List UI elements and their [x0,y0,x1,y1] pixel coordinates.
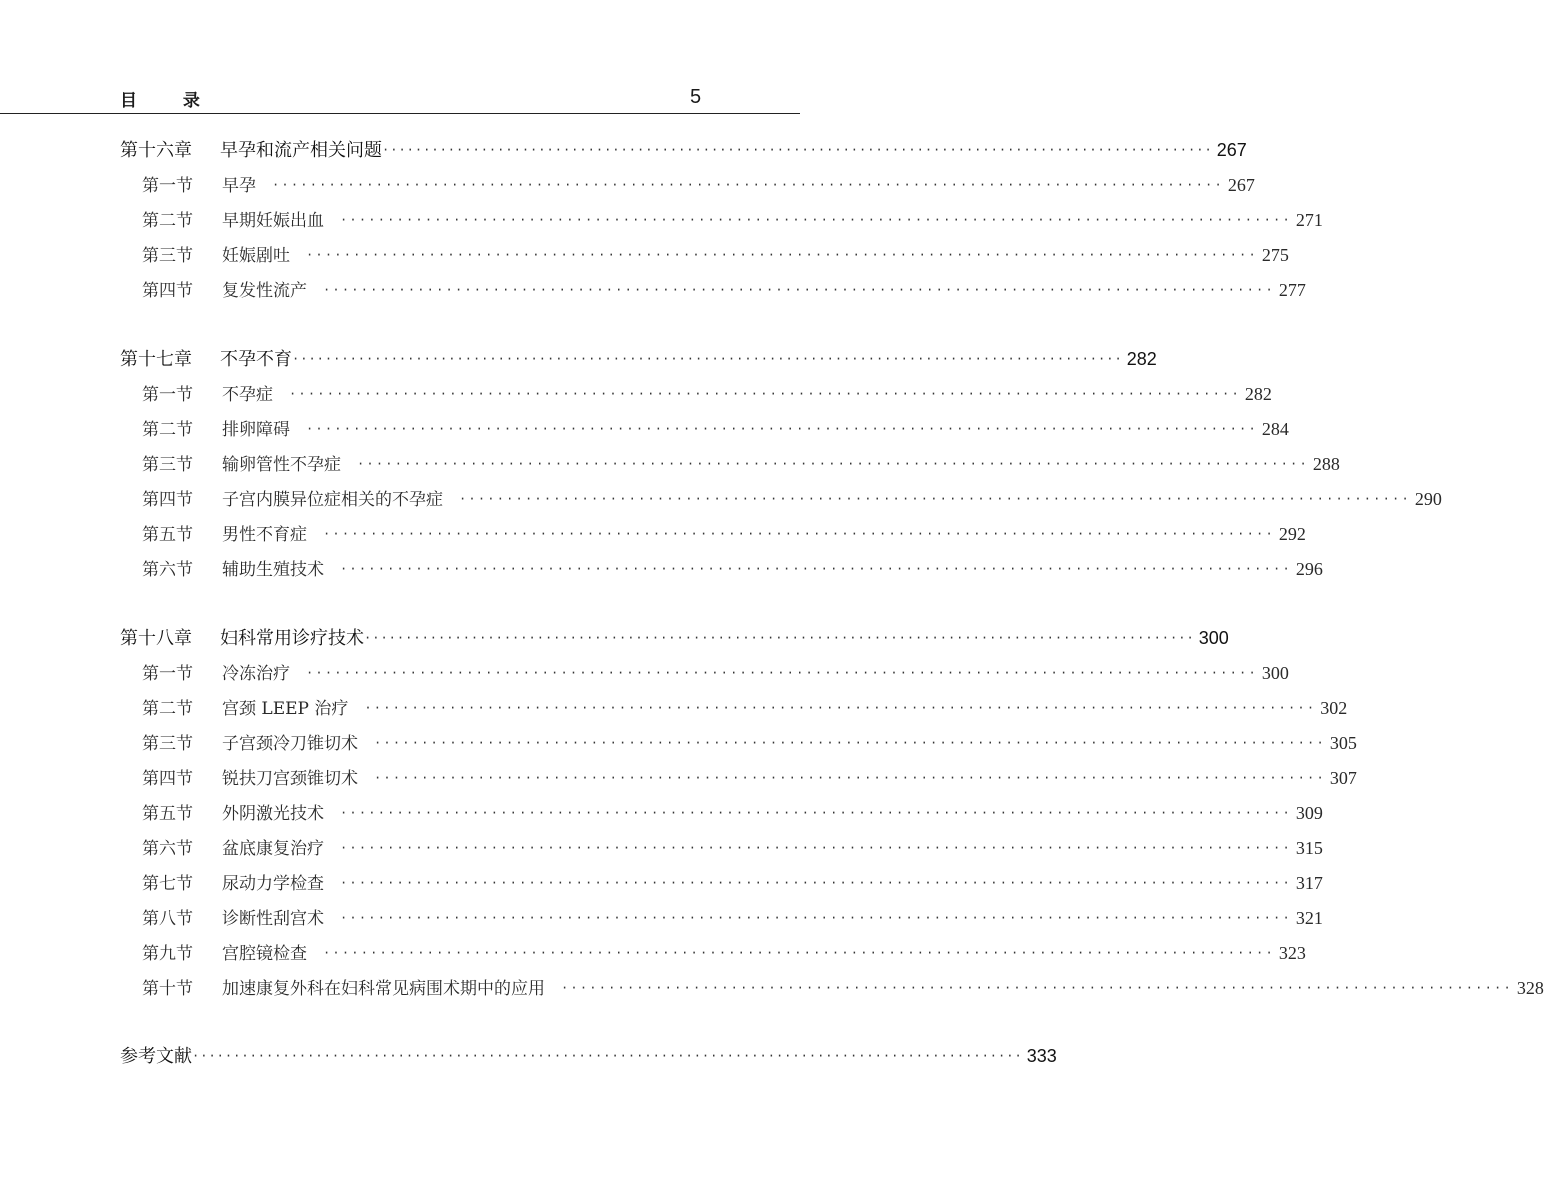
section-label: 第三节 [142,734,193,754]
section-page: 288 [1312,454,1340,474]
section-title: 妊娠剧吐 [222,246,290,266]
chapter-title: 不孕不育 [220,349,292,370]
leader-dots: ····································································································· [364,631,1195,645]
leader-dots: ····································································································· [306,248,1258,262]
toc-section[interactable] [142,729,1357,757]
header-rule [0,113,800,114]
section-label: 第五节 [142,525,193,545]
section-page: 277 [1278,280,1306,300]
section-label: 第一节 [142,664,193,684]
leader-dots: ····································································································· [306,422,1258,436]
leader-dots: ····································································································· [340,213,1292,227]
section-page: 323 [1278,943,1306,963]
leader-dots: ····································································································· [340,562,1292,576]
section-page: 284 [1261,419,1289,439]
toc-section[interactable] [142,939,1306,967]
chapter-page: 282 [1126,349,1157,369]
section-label: 第九节 [142,944,193,964]
toc-section[interactable] [142,485,1442,513]
toc-chapter-18[interactable] [120,624,1229,652]
leader-dots: ····································································································· [323,946,1275,960]
toc-references[interactable] [120,1042,1057,1070]
section-page: 282 [1244,384,1272,404]
leader-dots: ····································································································· [340,876,1292,890]
section-title: 早孕 [222,176,256,196]
chapter-title: 早孕和流产相关问题 [220,140,382,161]
leader-dots: ····································································································· [323,283,1275,297]
section-title: 盆底康复治疗 [222,839,324,859]
toc-section[interactable] [142,974,1544,1002]
section-label: 第六节 [142,839,193,859]
toc-section[interactable] [142,520,1306,548]
section-label: 第十节 [142,979,193,999]
section-label: 第一节 [142,385,193,405]
section-title: 诊断性刮宫术 [222,909,324,929]
leader-dots: ····································································································· [374,736,1326,750]
toc-section[interactable] [142,380,1272,408]
chapter-label: 第十八章 [120,628,192,649]
section-title: 子宫内膜异位症相关的不孕症 [222,490,443,510]
toc-section[interactable] [142,869,1323,897]
toc-section[interactable] [142,694,1348,722]
section-page: 309 [1295,803,1323,823]
section-label: 第四节 [142,769,193,789]
toc-section[interactable] [142,415,1289,443]
section-label: 第四节 [142,281,193,301]
leader-dots: ····································································································· [561,981,1513,995]
chapter-title: 妇科常用诊疗技术 [220,628,364,649]
section-title: 不孕症 [222,385,273,405]
leader-dots: ····································································································· [289,387,1241,401]
section-label: 第四节 [142,490,193,510]
toc-section[interactable] [142,276,1306,304]
chapter-label: 第十六章 [120,140,192,161]
toc-chapter-16[interactable] [120,136,1247,164]
toc-section[interactable] [142,799,1323,827]
section-title: 输卵管性不孕症 [222,455,341,475]
section-page: 292 [1278,524,1306,544]
section-title: 排卵障碍 [222,420,290,440]
section-page: 271 [1295,210,1323,230]
section-page: 267 [1227,175,1255,195]
leader-dots: ····································································································· [323,527,1275,541]
section-page: 275 [1261,245,1289,265]
leader-dots: ····································································································· [364,701,1317,715]
leader-dots: ····································································································· [292,352,1123,366]
page-number: 5 [690,86,702,108]
section-label: 第二节 [142,211,193,231]
section-page: 296 [1295,559,1323,579]
toc-section[interactable] [142,904,1323,932]
section-label: 第八节 [142,909,193,929]
references-title: 参考文献 [120,1046,192,1067]
section-title: 男性不育症 [222,525,307,545]
leader-dots: ····································································································· [192,1049,1023,1063]
leader-dots: ····································································································· [459,492,1411,506]
section-page: 315 [1295,838,1323,858]
section-label: 第一节 [142,176,193,196]
section-label: 第二节 [142,420,193,440]
section-title: 外阴激光技术 [222,804,324,824]
page-header [0,0,800,115]
leader-dots: ····································································································· [272,178,1224,192]
toc-section[interactable] [142,555,1323,583]
header-title: 目 录 [120,91,220,111]
section-label: 第三节 [142,246,193,266]
section-title: 锐扶刀宫颈锥切术 [222,769,358,789]
references-page: 333 [1026,1046,1057,1066]
toc-chapter-17[interactable] [120,345,1157,373]
toc-section[interactable] [142,450,1340,478]
leader-dots: ····································································································· [340,806,1292,820]
toc-section[interactable] [142,241,1289,269]
section-page: 317 [1295,873,1323,893]
section-title: 复发性流产 [222,281,307,301]
section-title: 辅助生殖技术 [222,560,324,580]
chapter-page: 300 [1198,628,1229,648]
section-page: 321 [1295,908,1323,928]
section-title: 宫颈 LEEP 治疗 [222,699,349,719]
leader-dots: ····································································································· [340,841,1292,855]
section-label: 第六节 [142,560,193,580]
toc-section[interactable] [142,171,1255,199]
leader-dots: ····································································································· [306,666,1258,680]
toc-section[interactable] [142,206,1323,234]
section-label: 第五节 [142,804,193,824]
section-page: 307 [1329,768,1357,788]
section-page: 305 [1329,733,1357,753]
leader-dots: ····································································································· [382,143,1213,157]
leader-dots: ····································································································· [374,771,1326,785]
section-label: 第二节 [142,699,193,719]
section-title: 尿动力学检查 [222,874,324,894]
section-title: 早期妊娠出血 [222,211,324,231]
leader-dots: ····································································································· [340,911,1292,925]
section-page: 302 [1320,698,1348,718]
section-title: 加速康复外科在妇科常见病围术期中的应用 [222,979,545,999]
section-label: 第三节 [142,455,193,475]
section-title: 冷冻治疗 [222,664,290,684]
section-title: 宫腔镜检查 [222,944,307,964]
section-page: 300 [1261,663,1289,683]
toc-section[interactable] [142,834,1323,862]
toc-section[interactable] [142,659,1289,687]
section-page: 328 [1516,978,1544,998]
section-page: 290 [1414,489,1442,509]
leader-dots: ····································································································· [357,457,1309,471]
toc-section[interactable] [142,764,1357,792]
section-title: 子宫颈冷刀锥切术 [222,734,358,754]
section-label: 第七节 [142,874,193,894]
chapter-page: 267 [1216,140,1247,160]
chapter-label: 第十七章 [120,349,192,370]
